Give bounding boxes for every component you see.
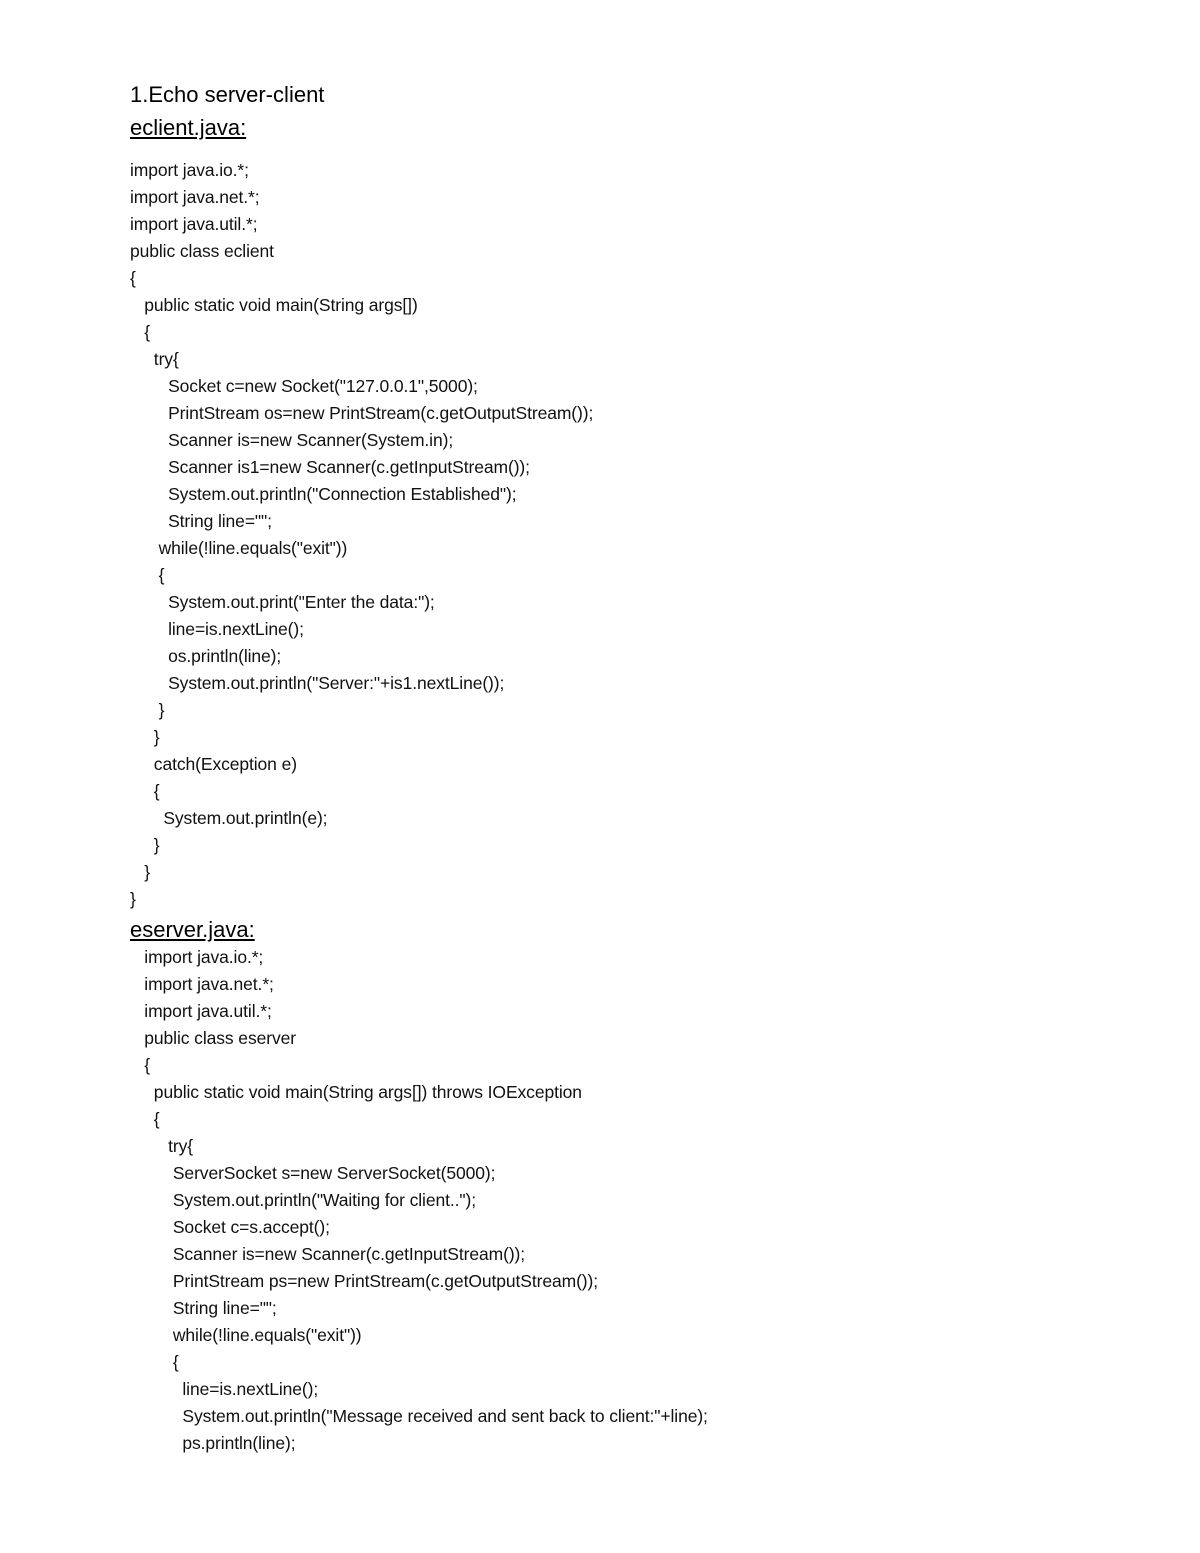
eserver-code-block — [130, 944, 708, 1457]
eserver-filename-heading: eserver.java: — [130, 917, 255, 942]
code-line: public class eclient — [130, 241, 274, 261]
code-line: import java.io.*; — [130, 160, 249, 180]
code-line: } — [130, 835, 160, 855]
eclient-code-block — [130, 157, 593, 913]
code-line: os.println(line); — [130, 646, 282, 666]
code-line: public static void main(String args[]) throws IOException — [130, 1082, 582, 1102]
code-line: { — [130, 1055, 151, 1075]
code-line: import java.net.*; — [130, 187, 260, 207]
code-line: Scanner is=new Scanner(System.in); — [130, 430, 454, 450]
code-line: catch(Exception e) — [130, 754, 297, 774]
code-line: Socket c=new Socket("127.0.0.1",5000); — [130, 376, 478, 396]
code-line: { — [130, 1352, 179, 1372]
code-line: public class eserver — [130, 1028, 296, 1048]
code-line: } — [130, 862, 151, 882]
code-line: import java.util.*; — [130, 1001, 272, 1021]
code-line: System.out.print("Enter the data:"); — [130, 592, 435, 612]
code-line: Scanner is1=new Scanner(c.getInputStream()); — [130, 457, 530, 477]
code-line: { — [130, 1109, 160, 1129]
code-line: import java.net.*; — [130, 974, 274, 994]
code-line: { — [130, 322, 151, 342]
code-line: System.out.println(e); — [130, 808, 328, 828]
document-title: 1.Echo server-client — [130, 82, 325, 107]
code-line: System.out.println("Server:"+is1.nextLine()); — [130, 673, 505, 693]
code-line: PrintStream ps=new PrintStream(c.getOutputStream()); — [130, 1271, 599, 1291]
code-line: while(!line.equals("exit")) — [130, 1325, 362, 1345]
code-line: line=is.nextLine(); — [130, 619, 304, 639]
code-line: System.out.println("Waiting for client.."); — [130, 1190, 476, 1210]
code-line: } — [130, 727, 160, 747]
code-line: } — [130, 700, 165, 720]
code-line: } — [130, 889, 136, 909]
code-line: String line=""; — [130, 1298, 277, 1318]
eclient-filename-heading: eclient.java: — [130, 115, 247, 140]
code-line: ServerSocket s=new ServerSocket(5000); — [130, 1163, 496, 1183]
code-line: while(!line.equals("exit")) — [130, 538, 348, 558]
code-line: try{ — [130, 349, 179, 369]
code-line: System.out.println("Message received and sent back to client:"+line); — [130, 1406, 708, 1426]
code-line: { — [130, 565, 165, 585]
code-line: Socket c=s.accept(); — [130, 1217, 330, 1237]
code-line: line=is.nextLine(); — [130, 1379, 319, 1399]
code-line: String line=""; — [130, 511, 272, 531]
code-line: { — [130, 268, 136, 288]
code-line: import java.io.*; — [130, 947, 264, 967]
code-line: System.out.println("Connection Established"); — [130, 484, 517, 504]
code-line: public static void main(String args[]) — [130, 295, 418, 315]
code-line: import java.util.*; — [130, 214, 258, 234]
code-line: { — [130, 781, 160, 801]
code-line: try{ — [130, 1136, 193, 1156]
code-line: PrintStream os=new PrintStream(c.getOutputStream()); — [130, 403, 594, 423]
code-line: ps.println(line); — [130, 1433, 296, 1453]
code-line: Scanner is=new Scanner(c.getInputStream()); — [130, 1244, 526, 1264]
